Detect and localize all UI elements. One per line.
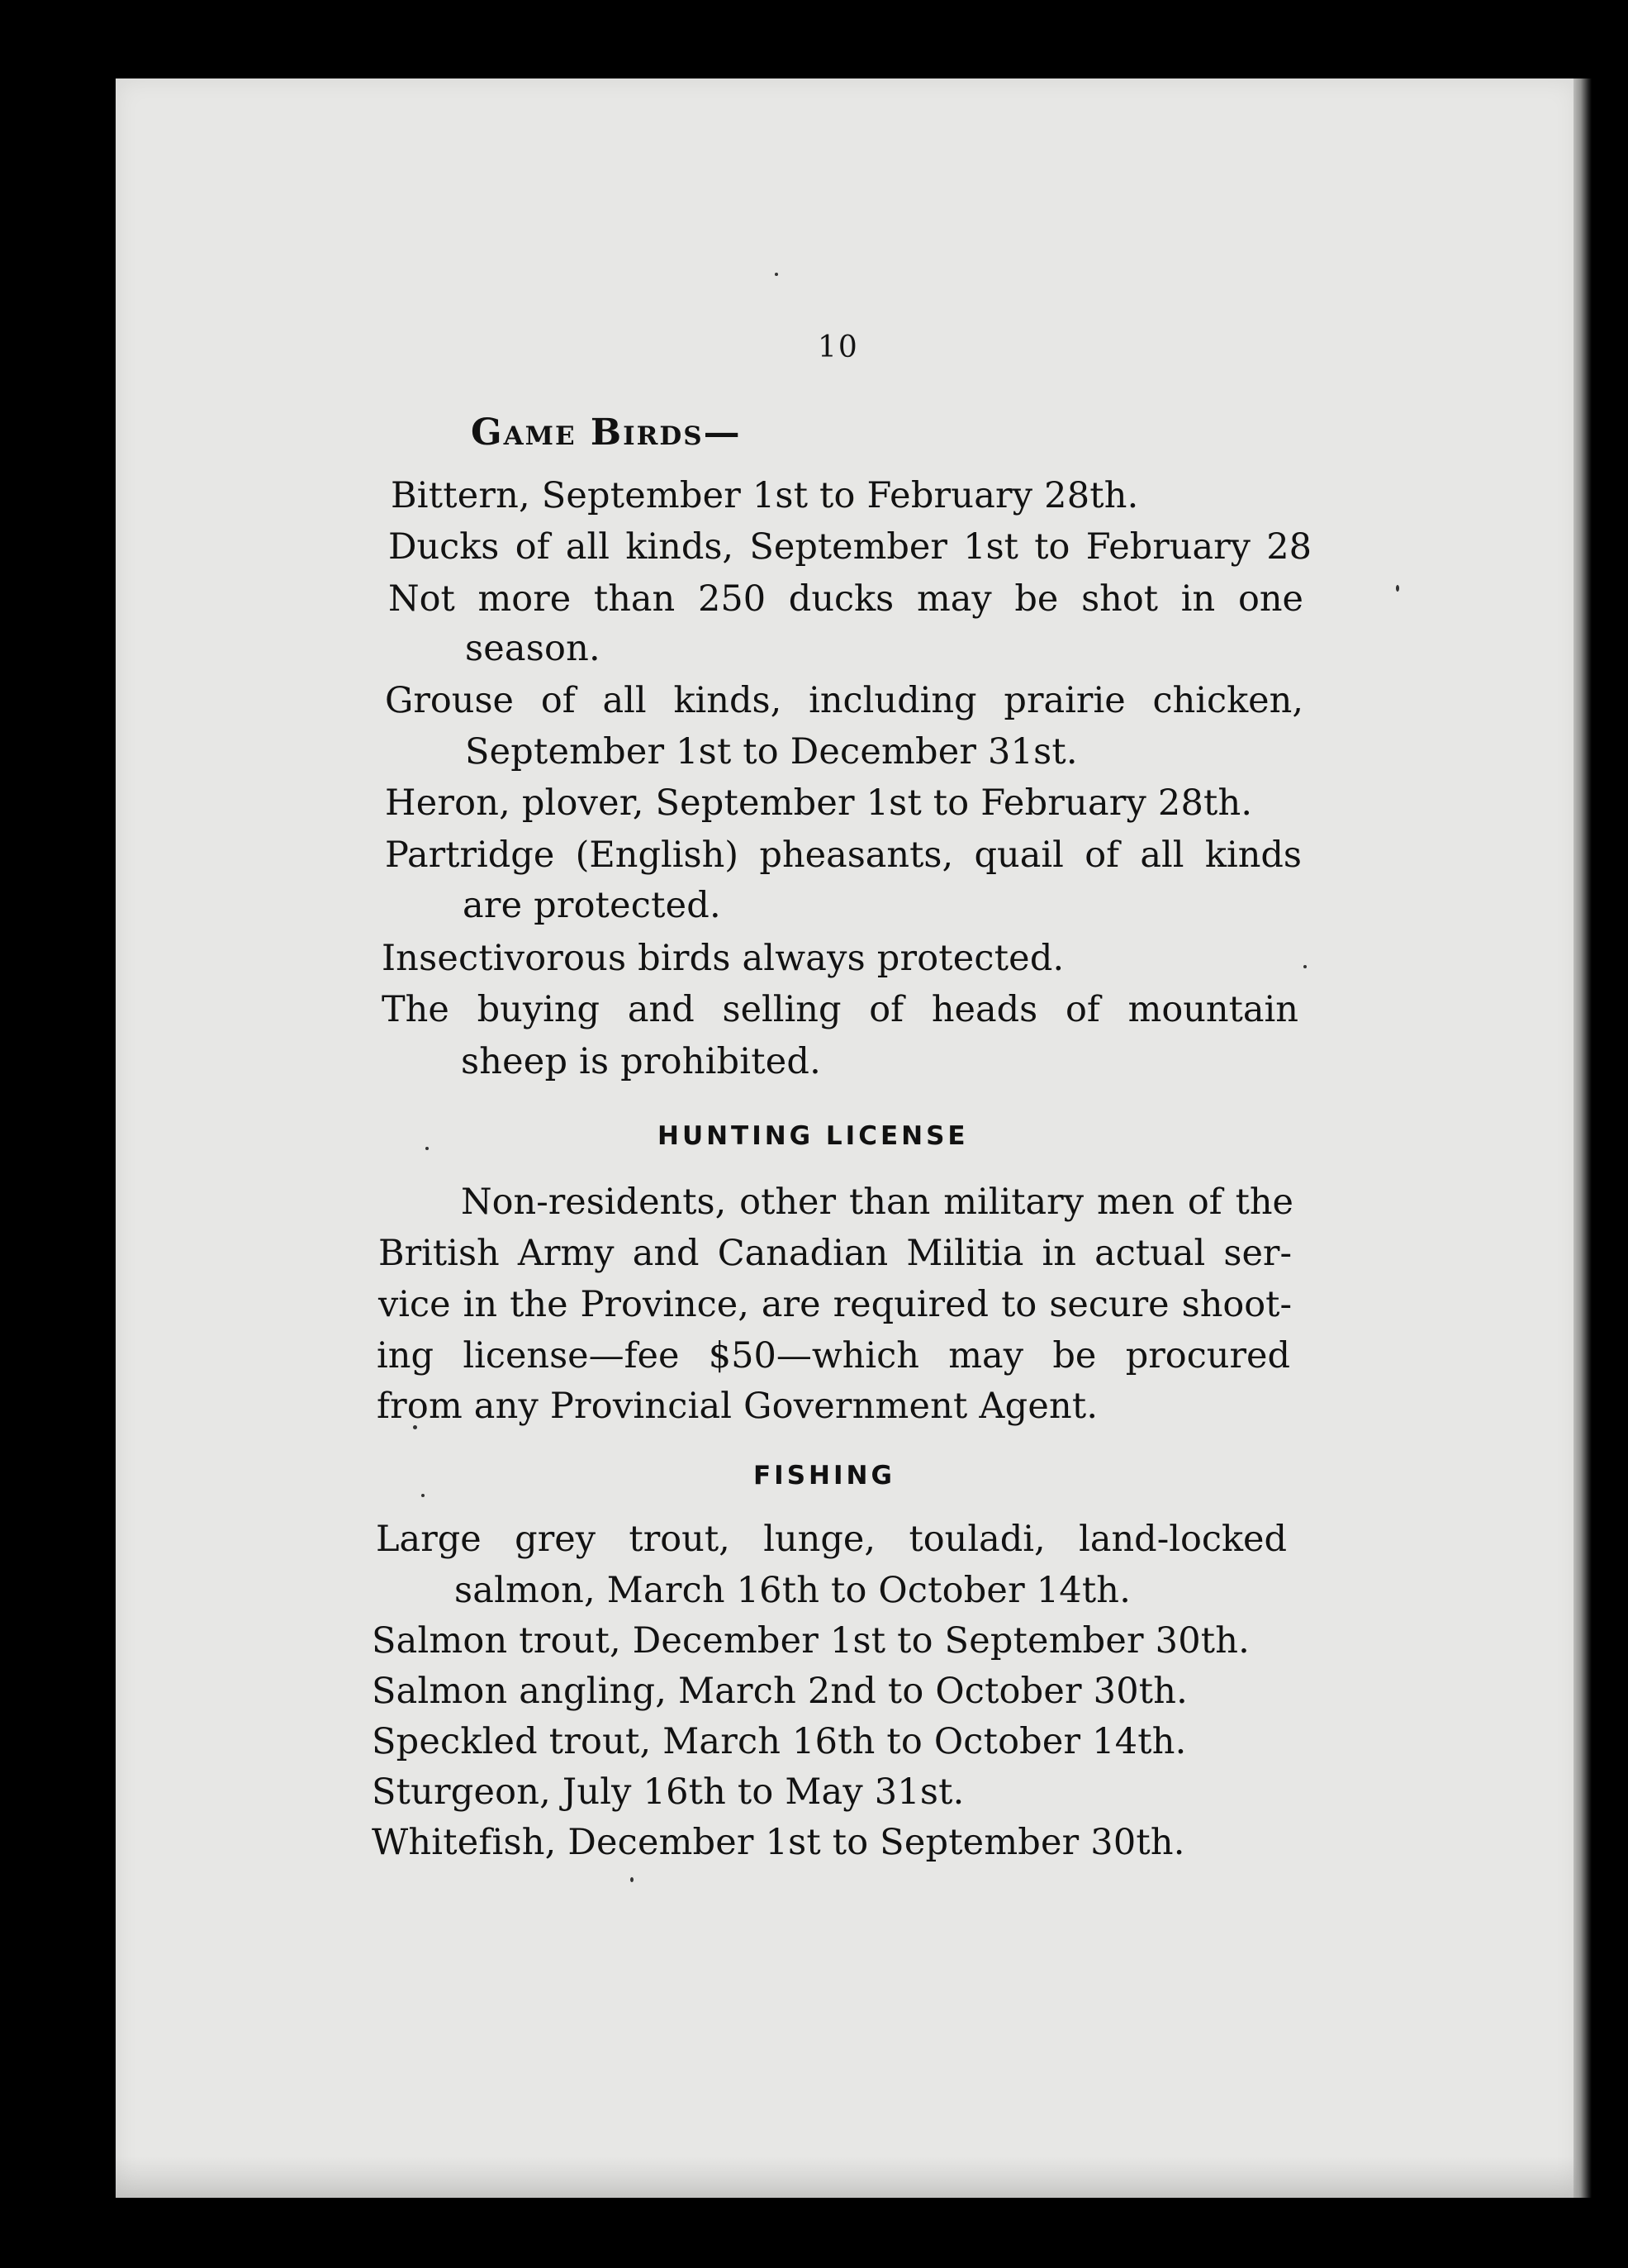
hunting-license-heading: HUNTING LICENSE (657, 1121, 969, 1151)
fishing-line: Sturgeon, July 16th to May 31st. (372, 1771, 965, 1813)
fishing-line: salmon, March 16th to October 14th. (454, 1570, 1132, 1611)
hunting-license-line: from any Provincial Government Agent. (377, 1386, 1099, 1427)
game-birds-line: Insectivorous birds always protected. (382, 938, 1065, 979)
scan-speck (630, 1877, 634, 1882)
hunting-license-line: British Army and Canadian Militia in actual ser- (378, 1233, 1292, 1274)
fishing-line: Speckled trout, March 16th to October 14th. (372, 1721, 1187, 1762)
game-birds-line: are protected. (463, 885, 721, 926)
game-birds-line: Ducks of all kinds, September 1st to February 28 (388, 526, 1312, 568)
game-birds-line: sheep is prohibited. (461, 1041, 821, 1082)
game-birds-line: September 1st to December 31st. (465, 731, 1078, 773)
game-birds-heading: Game Birds— (471, 411, 742, 454)
fishing-line: Salmon trout, December 1st to September 30th. (372, 1620, 1251, 1662)
scan-speck (425, 1147, 429, 1150)
game-birds-line: Grouse of all kinds, including prairie chicken, (385, 680, 1303, 721)
page-bottom-shadow (116, 2156, 1578, 2198)
scan-speck (1396, 585, 1399, 592)
fishing-heading: FISHING (753, 1461, 895, 1491)
game-birds-line: The buying and selling of heads of mountain (382, 989, 1298, 1030)
game-birds-line: season. (465, 628, 600, 669)
game-birds-line: Heron, plover, September 1st to February 28th. (385, 782, 1253, 824)
game-birds-line: Bittern, September 1st to February 28th. (391, 475, 1139, 516)
hunting-license-line: Non-residents, other than military men of the (461, 1182, 1293, 1223)
game-birds-line: Partridge (English) pheasants, quail of all kinds (385, 834, 1302, 876)
fishing-line: Large grey trout, lunge, touladi, land-locked (376, 1519, 1287, 1560)
game-birds-line: Not more than 250 ducks may be shot in one (388, 578, 1303, 620)
scan-speck (421, 1494, 425, 1497)
page-number: 10 (818, 330, 859, 364)
page-edge-shadow (1573, 78, 1592, 2198)
fishing-line: Whitefish, December 1st to September 30th. (372, 1822, 1185, 1863)
scan-speck (1303, 965, 1307, 968)
hunting-license-line: ing license—fee $50—which may be procured (377, 1335, 1290, 1376)
hunting-license-line: vice in the Province, are required to secure shoot- (378, 1284, 1292, 1325)
fishing-line: Salmon angling, March 2nd to October 30th. (372, 1671, 1188, 1712)
scan-speck (775, 273, 778, 276)
